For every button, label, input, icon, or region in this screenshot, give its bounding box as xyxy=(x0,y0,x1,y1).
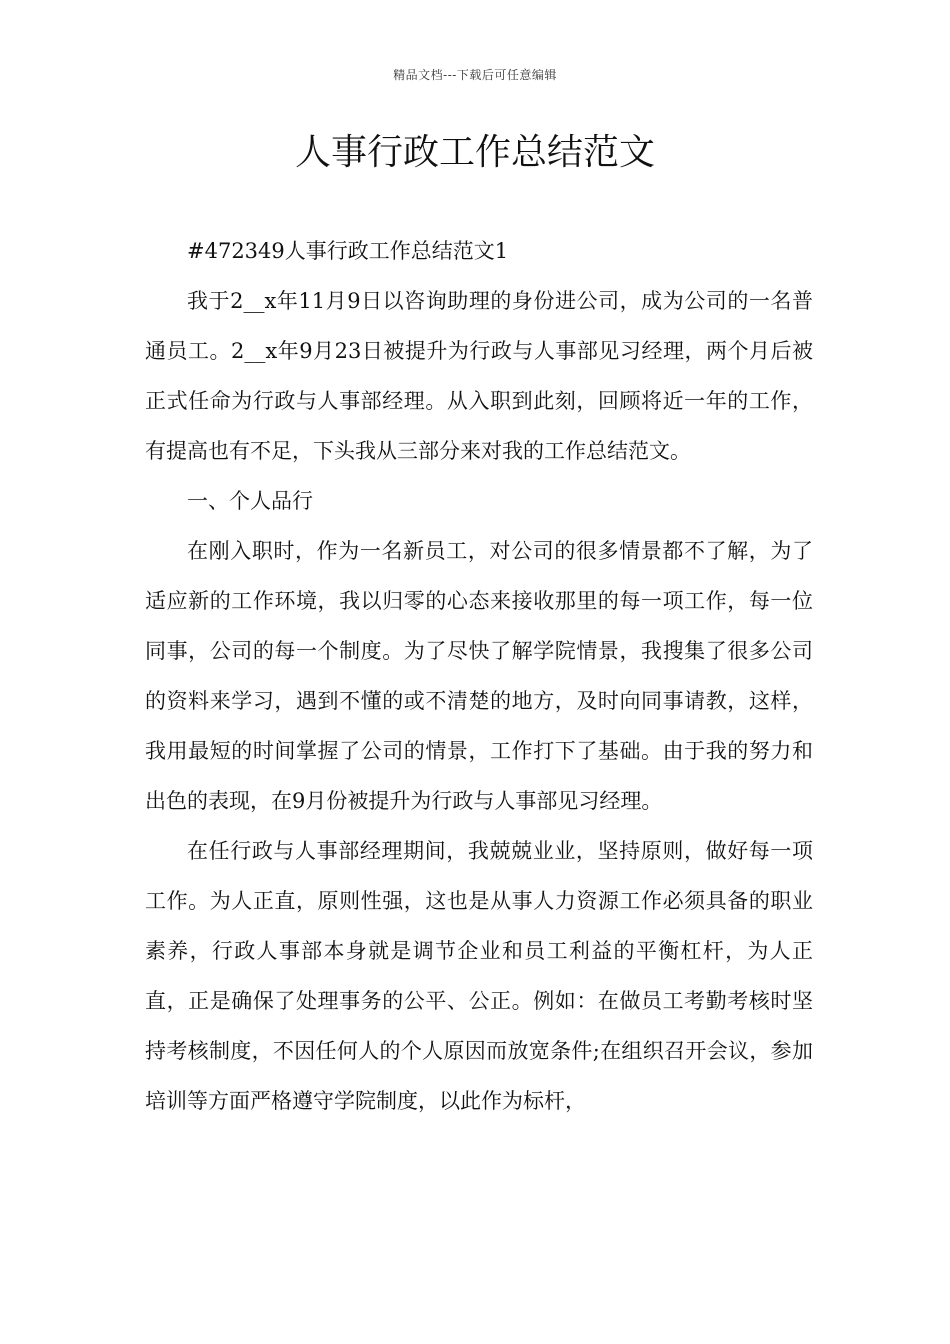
document-body xyxy=(145,226,813,1126)
paragraph-intro: 我于2__x年11月9日以咨询助理的身份进公司，成为公司的一名普通员工。2__x年9月23日被提升为行政与人事部见习经理，两个月后被正式任命为行政与人事部经理。从入职到此刻，回顾将近一年的工作，有提高也有不足，下头我从三部分来对我的工作总结范文。 xyxy=(145,289,813,463)
paragraph-onboarding: 在刚入职时，作为一名新员工，对公司的很多情景都不了解，为了适应新的工作环境，我以归零的心态来接收那里的每一项工作，每一位同事，公司的每一个制度。为了尽快了解学院情景，我搜集了很多公司的资料来学习，遇到不懂的或不清楚的地方，及时向同事请教，这样，我用最短的时间掌握了公司的情景，工作打下了基础。由于我的努力和出色的表现，在9月份被提升为行政与人事部见习经理。 xyxy=(145,539,813,813)
header-note: 精品文档---下载后可任意编辑 xyxy=(393,68,557,82)
paragraph-manager-role: 在任行政与人事部经理期间，我兢兢业业，坚持原则，做好每一项工作。为人正直，原则性强，这也是从事人力资源工作必须具备的职业素养，行政人事部本身就是调节企业和员工利益的平衡杠杆，为人正直，正是确保了处理事务的公平、公正。例如：在做员工考勤考核时坚持考核制度，不因任何人的个人原因而放宽条件;在组织召开会议，参加培训等方面严格遵守学院制度，以此作为标杆， xyxy=(145,839,813,1113)
document-title: 人事行政工作总结范文 xyxy=(294,132,655,173)
section-heading: #472349人事行政工作总结范文1 xyxy=(187,239,509,263)
subsection-heading: 一、个人品行 xyxy=(187,489,313,513)
